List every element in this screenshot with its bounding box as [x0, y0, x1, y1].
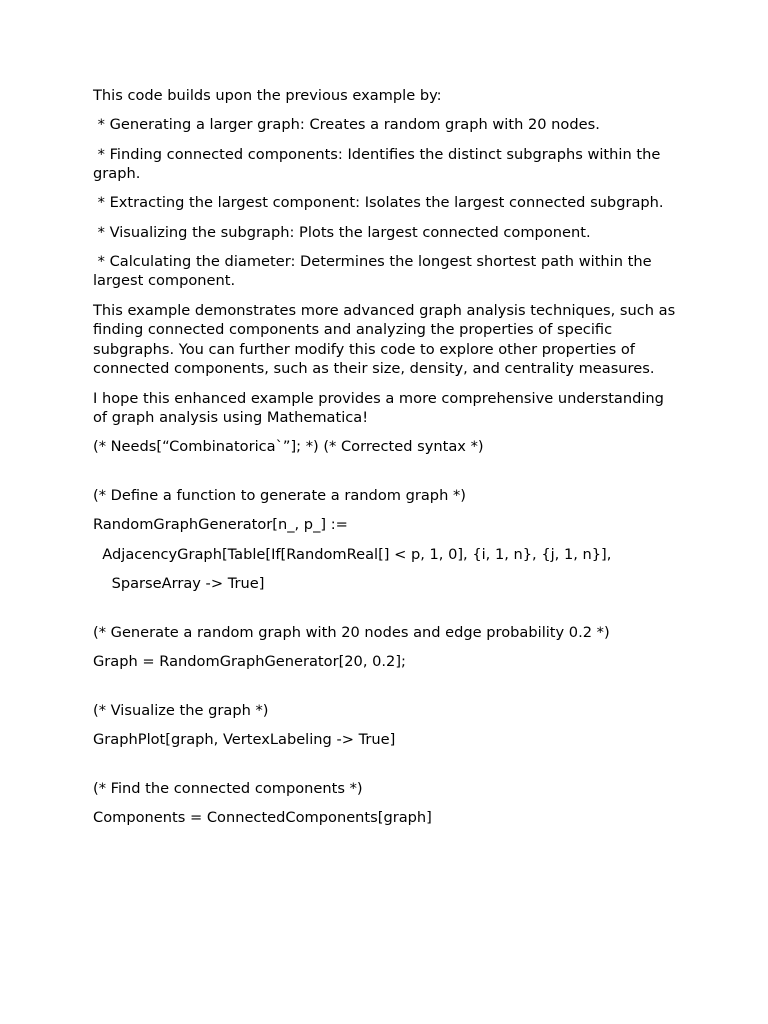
bullet-visualize-subgraph: * Visualizing the subgraph: Plots the largest connected component.	[93, 223, 591, 241]
blank-line	[93, 760, 678, 780]
code-define-line: RandomGraphGenerator[n_, p_] :=	[93, 516, 348, 534]
code-needs-line: (* Needs[“Combinatorica`”]; *) (* Corrected syntax *)	[93, 438, 484, 456]
code-visualize-comment: (* Visualize the graph *)	[93, 701, 269, 719]
bullet-largest-component: * Extracting the largest component: Isolates the largest connected subgraph.	[93, 194, 664, 212]
code-generate-comment: (* Generate a random graph with 20 nodes and edge probability 0.2 *)	[93, 623, 610, 641]
code-generate-line: Graph = RandomGraphGenerator[20, 0.2];	[93, 653, 406, 671]
bullet-diameter: * Calculating the diameter: Determines the longest shortest path within the largest component.	[93, 252, 657, 290]
document-page	[93, 86, 678, 838]
code-components-comment: (* Find the connected components *)	[93, 780, 363, 798]
code-define-line: SparseArray -> True]	[93, 575, 265, 593]
closing-paragraph: I hope this enhanced example provides a more comprehensive understanding of graph analysis using Mathematica!	[93, 389, 669, 427]
bullet-larger-graph: * Generating a larger graph: Creates a random graph with 20 nodes.	[93, 116, 600, 134]
summary-paragraph: This example demonstrates more advanced graph analysis techniques, such as finding connected components and analyzing the properties of specific subgraphs. You can further modify this code to explore other properties of connected components, such as their size, density, and centrality measures.	[93, 301, 680, 378]
bullet-connected-components: * Finding connected components: Identifies the distinct subgraphs within the graph.	[93, 145, 665, 183]
blank-line	[93, 681, 678, 701]
intro-paragraph: This code builds upon the previous example by:	[93, 87, 442, 104]
code-components-line: Components = ConnectedComponents[graph]	[93, 809, 432, 827]
code-define-line: AdjacencyGraph[Table[If[RandomReal[] < p, 1, 0], {i, 1, n}, {j, 1, n}],	[93, 545, 612, 563]
code-define-comment: (* Define a function to generate a random graph *)	[93, 487, 466, 505]
blank-line	[93, 467, 678, 487]
blank-line	[93, 603, 678, 623]
code-visualize-line: GraphPlot[graph, VertexLabeling -> True]	[93, 731, 396, 749]
